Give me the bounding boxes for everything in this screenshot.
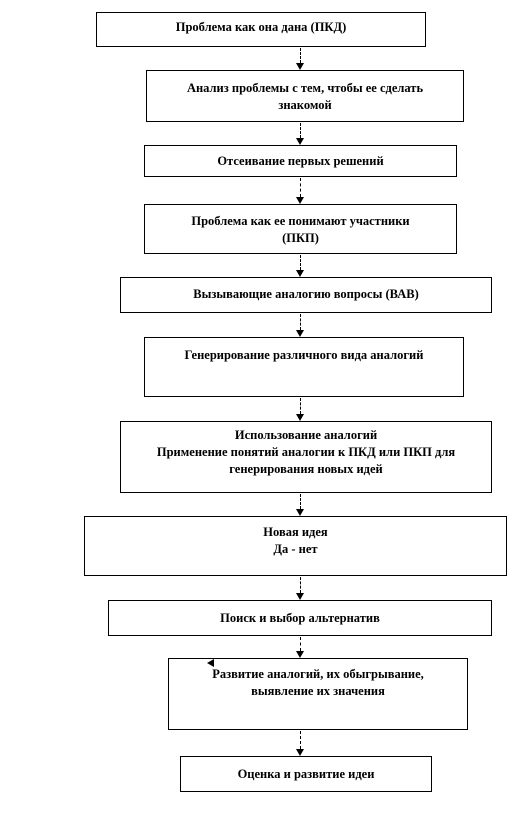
step-text-line: Проблема как она дана (ПКД) (175, 20, 347, 34)
step-text-line: Новая идея (263, 525, 328, 539)
step-analogy-use (120, 421, 492, 493)
arrow-down-icon (296, 270, 304, 277)
connector-line (300, 123, 301, 138)
step-alternative-selection (108, 600, 492, 636)
connector-line (300, 494, 301, 509)
step-first-solutions-screening (144, 145, 457, 177)
arrow-down-icon (296, 509, 304, 516)
connector-line (300, 637, 301, 651)
step-text-line: Да - нет (273, 542, 318, 556)
arrow-left-icon (207, 659, 214, 667)
connector-line (300, 314, 301, 330)
arrow-down-icon (296, 138, 304, 145)
arrow-down-icon (296, 63, 304, 70)
step-text-line: Оценка и развитие идеи (237, 767, 375, 781)
step-analogy-questions (120, 277, 492, 313)
step-text-line: (ПКП) (282, 231, 319, 245)
arrow-down-icon (296, 197, 304, 204)
step-idea-evaluation (180, 756, 432, 792)
connector-line (300, 731, 301, 749)
step-text-line: Вызывающие аналогию вопросы (ВАВ) (193, 287, 419, 301)
step-text-line: Генерирование различного вида аналогий (184, 348, 424, 362)
connector-line (300, 577, 301, 593)
step-problem-analysis (146, 70, 464, 122)
step-text-line: выявление их значения (251, 684, 385, 698)
connector-line (300, 178, 301, 197)
connector-line (300, 255, 301, 270)
step-text-line: Отсеивание первых решений (217, 154, 384, 168)
arrow-down-icon (296, 330, 304, 337)
arrow-down-icon (296, 414, 304, 421)
arrow-down-icon (296, 749, 304, 756)
step-analogy-generation (144, 337, 464, 397)
step-text-line: Использование аналогий (234, 428, 378, 442)
step-text-line: Анализ проблемы с тем, чтобы ее сделать (186, 81, 424, 95)
step-problem-as-understood (144, 204, 457, 254)
step-new-idea (84, 516, 507, 576)
step-problem-as-given (96, 12, 426, 47)
step-text-line: Развитие аналогий, их обыгрывание, (212, 667, 424, 681)
step-text-line: Применение понятий аналогии к ПКД или ПКП для (156, 445, 456, 459)
step-text-line: генерирования новых идей (229, 462, 383, 476)
step-analogy-development (168, 658, 468, 730)
arrow-down-icon (296, 651, 304, 658)
step-text-line: знакомой (278, 98, 332, 112)
step-text-line: Проблема как ее понимают участники (191, 214, 410, 228)
step-text-line: Поиск и выбор альтернатив (220, 611, 380, 625)
connector-line (300, 398, 301, 414)
connector-line (300, 48, 301, 63)
arrow-down-icon (296, 593, 304, 600)
